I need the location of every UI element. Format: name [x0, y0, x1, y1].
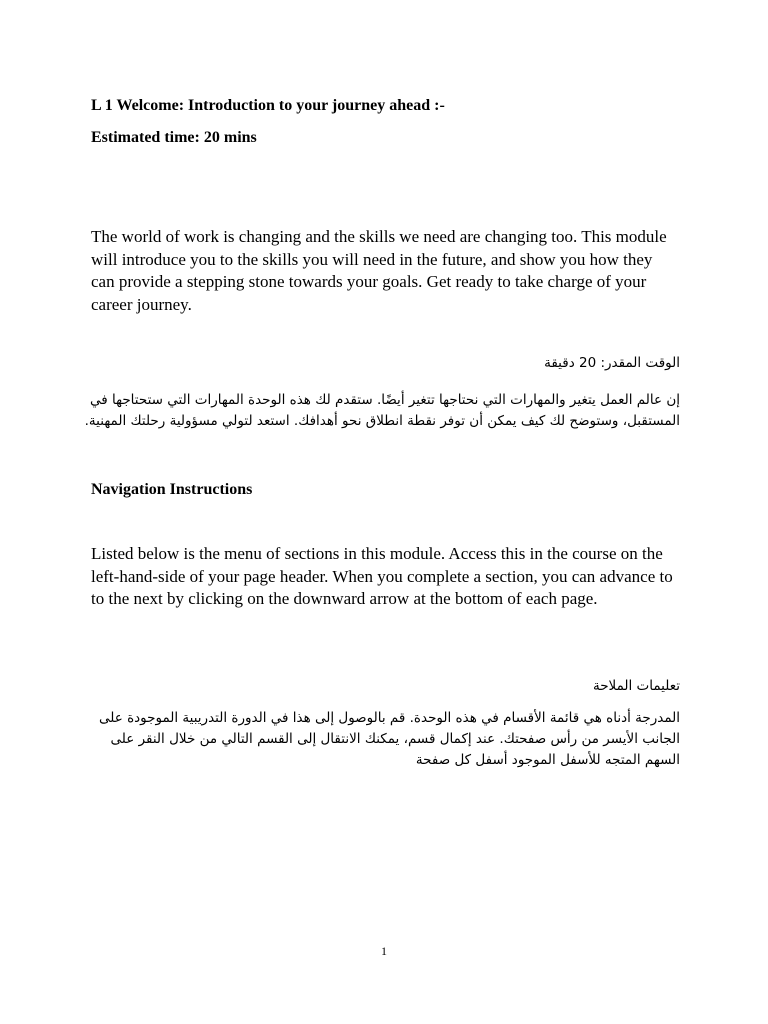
lesson-title: L 1 Welcome: Introduction to your journey ahead :- — [91, 97, 445, 114]
navigation-paragraph-ar: المدرجة أدناه هي قائمة الأقسام في هذه الوحدة. قم بالوصول إلى هذا في الدورة التدريبية الموجودة على الجانب الأيسر من رأس صفحتك. عند إكمال قسم، يمكنك الانتقال إلى القسم التالي من خلال النقر على السهم المتجه للأسفل الموجود أسفل كل صفحة — [99, 710, 680, 768]
intro-paragraph-en: The world of work is changing and the skills we need are changing too. This module will introduce you to the skills you will need in the future, and show you how they can provide a stepping stone towards your goals. Get ready to take charge of your career journey. — [91, 227, 667, 315]
estimated-time: Estimated time: 20 mins — [91, 129, 257, 146]
page-number: 1 — [381, 944, 387, 958]
navigation-paragraph-en: Listed below is the menu of sections in this module. Access this in the course on the left-hand-side of your page header. When you complete a section, you can advance to to the next by clicking on the downward arrow at the bottom of each page. — [91, 544, 673, 609]
navigation-heading: Navigation Instructions — [91, 481, 253, 498]
estimated-time-ar: الوقت المقدر: 20 دقيقة — [544, 355, 680, 371]
navigation-heading-ar: تعليمات الملاحة — [592, 678, 680, 694]
intro-paragraph-ar: إن عالم العمل يتغير والمهارات التي نحتاجها تتغير أيضًا. ستقدم لك هذه الوحدة المهارات التي ستحتاجها في المستقبل، وستوضح لك كيف يمكن أن توفر نقطة انطلاق نحو أهدافك. استعد لتولي مسؤولية رحلتك المهنية. — [84, 392, 680, 429]
